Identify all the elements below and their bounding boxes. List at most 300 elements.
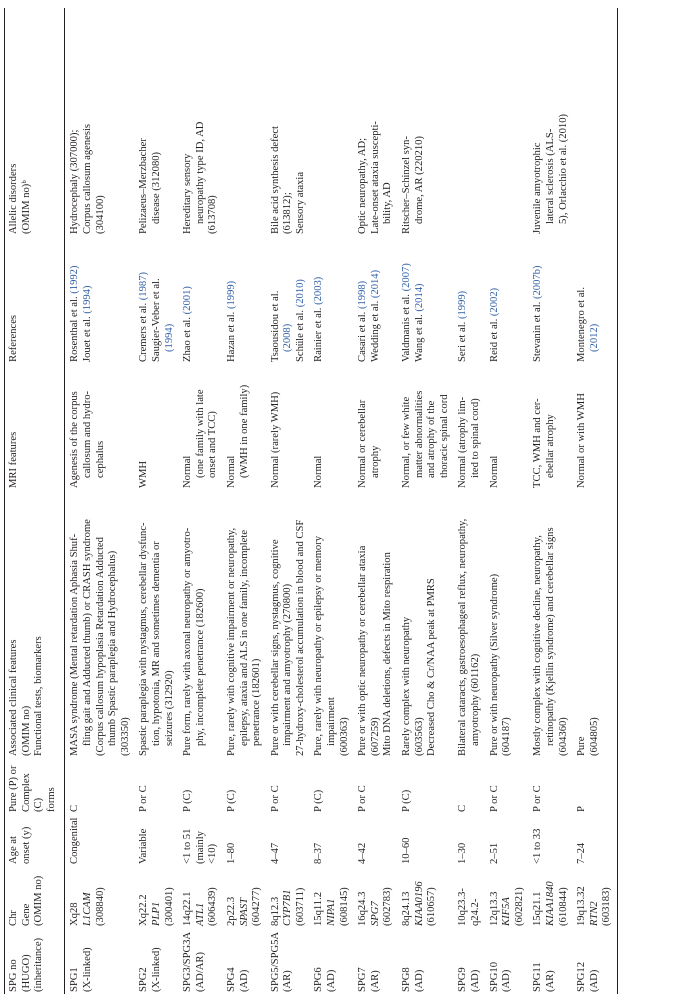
clinical-line: (303350) — [119, 717, 131, 756]
refs-cell — [573, 236, 617, 364]
header-line: Functional tests, biomarkers — [33, 636, 45, 756]
reference-year-link: (2007b) — [532, 265, 544, 300]
mri-cell — [65, 364, 135, 490]
reference-authors: Casari et al. — [357, 309, 369, 362]
clinical-line: (604805) — [588, 717, 600, 756]
onset-cell — [135, 814, 179, 866]
reference-authors: Montenegro et al. — [576, 286, 588, 362]
mri-line: ebellar atrophy — [544, 414, 556, 478]
reference-authors: Wedding et al. — [369, 298, 381, 362]
onset-cell — [223, 814, 267, 866]
clinical-line: Pure, rarely with neuropathy or epilepsy or memory — [313, 535, 325, 756]
form-cell: P (C) — [313, 789, 325, 812]
reference-year-link: (1994) — [81, 285, 93, 314]
refs-cell — [267, 236, 311, 364]
reference-year-link: (2003) — [313, 276, 325, 305]
spg-cell — [310, 928, 354, 994]
reference-authors: Cremers et al. — [138, 300, 150, 362]
chr-locus: 15q21.1 — [532, 891, 544, 926]
chr-locus: 12q13.3 — [488, 891, 500, 926]
allelic-line: Juvenile amyotrophic — [532, 142, 544, 234]
col-mri-header — [5, 364, 65, 490]
form-cell: C — [69, 804, 81, 812]
header-line: (OMIM no) — [20, 705, 32, 756]
clinical-line: penetrance (182601) — [251, 658, 263, 746]
omim-number: (608145) — [338, 887, 350, 926]
onset-cell — [398, 814, 454, 866]
gene-cell — [354, 866, 398, 928]
gene-cell — [223, 866, 267, 928]
refs-cell — [223, 236, 267, 364]
refs-cell — [454, 236, 485, 364]
spg-cell — [354, 928, 398, 994]
reference — [282, 239, 295, 362]
reference-authors: Valdmanis et al. — [401, 291, 413, 362]
col-onset-header — [5, 814, 65, 866]
gene-symbol: ATL1 — [194, 902, 206, 926]
mri-line: Agenesis of the corpus — [69, 391, 81, 488]
gene-cell — [135, 866, 179, 928]
clinical-cell — [354, 490, 398, 758]
allelic-line: Ritscher–Schinzel syn- — [401, 136, 413, 234]
col-gene-header — [5, 866, 65, 928]
header-line: References — [8, 314, 19, 362]
clinical-line: impairment — [326, 697, 338, 746]
header-line: forms — [45, 787, 57, 812]
allelic-line: lateral sclerosis (ALS- — [544, 128, 556, 224]
allelic-line: neuropathy type ID, AD — [194, 121, 206, 224]
mri-line: Normal — [182, 455, 194, 488]
mri-line: Normal or with WMH — [576, 393, 588, 488]
mri-line: Normal — [225, 455, 237, 488]
onset-cell — [354, 814, 398, 866]
spg-line: (AR) — [282, 970, 294, 992]
table-row — [354, 8, 398, 994]
spg-cell — [398, 928, 454, 994]
gene-symbol: KIAA1840 — [544, 881, 556, 926]
mri-line: cephalus — [94, 440, 106, 478]
clinical-line: Bilateral cataracts, gastroesophageal reflux, neuropathy, — [457, 518, 469, 756]
spg-line: (AR) — [544, 970, 556, 992]
table-row — [179, 8, 223, 994]
onset-line: (mainly <10) — [194, 831, 219, 864]
onset-cell — [65, 814, 135, 866]
onset-cell — [454, 814, 485, 866]
allelic-line: Bile acid synthesis defect — [269, 126, 281, 234]
clinical-line: Pure, rarely with cognitive impairment or neuropathy, — [225, 527, 237, 756]
mri-cell — [135, 364, 179, 490]
allelic-cell — [486, 8, 530, 236]
mri-cell — [354, 364, 398, 490]
chr-locus: 2p22.3 — [225, 896, 237, 926]
allelic-line: Optic neuropathy, AD; — [357, 137, 369, 234]
spg-cell — [135, 928, 179, 994]
clinical-line: Rarely complex with neuropathy — [401, 616, 413, 756]
table-row — [573, 8, 617, 994]
gene-cell — [65, 866, 135, 928]
mri-line: Normal — [313, 455, 325, 488]
omim-number: (602821) — [513, 887, 525, 926]
reference-authors: Zhao et al. — [182, 314, 194, 362]
spg-cell — [267, 928, 311, 994]
onset-line: 2–51 — [488, 842, 500, 864]
table-row — [486, 8, 530, 994]
clinical-line: impairment and amyotrophy (270800) — [282, 583, 294, 746]
mri-line: and atrophy of the — [426, 400, 438, 478]
allelic-cell — [179, 8, 223, 236]
reference-authors: Jouet et al. — [81, 313, 93, 362]
onset-cell — [529, 814, 573, 866]
clinical-cell — [398, 490, 454, 758]
onset-line: 8–37 — [313, 842, 325, 864]
clinical-cell — [573, 490, 617, 758]
clinical-cell — [179, 490, 223, 758]
mri-line: Normal or cerebellar — [357, 399, 369, 488]
reference-year-link: (2007) — [401, 263, 413, 292]
reference-year-link: (2002) — [488, 287, 500, 317]
clinical-line: Mostly complex with cognitive decline, neuropathy, — [532, 535, 544, 756]
mri-line: atrophy — [369, 445, 381, 478]
spg-cell — [223, 928, 267, 994]
gene-symbol: KIAA0196 — [413, 881, 425, 926]
omim-number: q24.2- — [470, 898, 481, 926]
chr-locus: 8q24.13 — [401, 891, 413, 926]
gene-cell — [267, 866, 311, 928]
form-cell: P or C — [138, 785, 150, 812]
spg-line: SPG2 — [138, 967, 150, 992]
clinical-line: Pure — [576, 736, 588, 756]
spg-cell — [486, 928, 530, 994]
clinical-cell — [529, 490, 573, 758]
clinical-line: Mito DNA deletions, defects in Mito respiration — [382, 552, 394, 756]
mri-line: (one family with late — [194, 389, 206, 478]
clinical-cell — [454, 490, 485, 758]
form-cell: P (C) — [182, 789, 194, 812]
refs-cell — [179, 236, 223, 364]
reference-authors: Saugier-Veber et al. — [150, 278, 162, 362]
reference-year-link: (1994) — [163, 323, 175, 352]
reference-authors: Tsaousidou et al. — [269, 290, 281, 362]
chr-locus: 10q23.3- — [457, 888, 469, 926]
reference-authors: Wang et al. — [413, 311, 425, 362]
onset-line: 1–80 — [225, 842, 237, 864]
gene-symbol: KIF5A — [501, 897, 513, 926]
clinical-line: (604360) — [557, 717, 569, 756]
reference-authors: Rosenthal et al. — [69, 293, 81, 362]
col-form-header — [5, 758, 65, 814]
allelic-line: (613708) — [207, 195, 219, 234]
table-row — [65, 8, 135, 994]
reference-year-link: (1992) — [69, 265, 81, 294]
clinical-cell — [310, 490, 354, 758]
reference — [532, 239, 545, 362]
allelic-line: (304100) — [94, 195, 106, 234]
spg-line: SPG9 — [457, 967, 469, 992]
clinical-line: seizures (312920) — [163, 670, 175, 746]
header-line: Complex (C) — [20, 773, 45, 812]
refs-cell — [486, 236, 530, 364]
gene-cell — [179, 866, 223, 928]
onset-cell — [267, 814, 311, 866]
omim-number: (603711) — [294, 887, 306, 926]
clinical-line: tion, hypotonia, MR and sometimes dementia or — [150, 541, 162, 746]
reference — [270, 239, 283, 362]
clinical-cell — [486, 490, 530, 758]
form-cell: P (C) — [225, 789, 237, 812]
allelic-line: Late-onset ataxia suscepti- — [369, 121, 381, 234]
clinical-line: thumb Spastic paraplegia and Hydrocephalus) — [107, 550, 119, 746]
reference-year-link: (2010) — [294, 279, 306, 308]
form-cell: P — [573, 758, 617, 814]
form-cell: P or C — [357, 785, 369, 812]
reference — [313, 239, 326, 362]
refs-cell — [310, 236, 354, 364]
form-cell: P (C) — [401, 789, 413, 812]
reference — [576, 239, 589, 362]
spg-line: (AD) — [326, 969, 338, 992]
gene-cell — [529, 866, 573, 928]
mri-line: Normal (rarely WMH) — [269, 391, 281, 488]
spg-line: SPG7 — [357, 967, 369, 992]
mri-line: Normal — [488, 455, 500, 488]
spg-line: (AD) — [501, 969, 513, 992]
reference-authors: Rainier et al. — [313, 304, 325, 362]
col-spg-header — [5, 928, 65, 994]
omim-number: (308840) — [94, 887, 106, 926]
mri-line: Normal, or few white — [401, 396, 413, 488]
allelic-cell — [454, 8, 485, 236]
table-row — [398, 8, 454, 994]
allelic-cell — [310, 8, 354, 236]
chr-locus: 8q12.3 — [269, 896, 281, 926]
gene-cell — [573, 866, 617, 928]
mri-cell — [179, 364, 223, 490]
onset-line: 4–42 — [357, 842, 369, 864]
spg-line: SPG4 — [225, 967, 237, 992]
mri-cell — [486, 364, 530, 490]
spg-line: SPG12 — [576, 961, 588, 992]
onset-cell — [310, 814, 354, 866]
header-line: Allelic disorders — [8, 163, 19, 234]
reference — [69, 239, 82, 362]
clinical-line: Spastic paraplegia with nystagmus, cerebellar dysfunc- — [138, 522, 150, 756]
header-line: onset (y) — [20, 826, 32, 864]
allelic-cell — [573, 8, 617, 236]
allelic-cell — [65, 8, 135, 236]
mri-cell — [529, 364, 573, 490]
gene-symbol: RTN2 — [588, 901, 600, 926]
clinical-line: MASA syndrome (Mental retardation Aphasia Shuf- — [69, 533, 81, 756]
allelic-line: drome, AR (220210) — [413, 136, 425, 224]
clinical-line: (607259) — [369, 717, 381, 756]
spg-line: (X-linked) — [81, 947, 93, 992]
clinical-cell — [135, 490, 179, 758]
reference-authors: Reid et al. — [488, 316, 500, 362]
header-line: MRI features — [8, 431, 19, 488]
table-row — [267, 8, 311, 994]
reference — [182, 239, 195, 362]
gene-symbol: SPG7 — [369, 901, 381, 926]
reference-year-link: (1998) — [357, 280, 369, 310]
reference-year-link: (2014) — [413, 283, 425, 312]
chr-locus: 16q24.3 — [357, 891, 369, 926]
gene-symbol: NIPA1 — [326, 898, 338, 926]
onset-cell — [179, 814, 223, 866]
header-line: (HUGO) — [20, 954, 32, 992]
allelic-line: 5), Orlacchio et al. (2010) — [557, 113, 569, 224]
spg-line: (AD) — [470, 969, 481, 992]
table-row — [454, 8, 485, 994]
spg-line: SPG3/SPG3A — [182, 931, 194, 992]
table-body — [65, 8, 618, 994]
form-cell: C — [457, 804, 469, 812]
mri-line: (WMH in one family) — [238, 384, 250, 478]
reference-authors: Stevanin et al. — [532, 299, 544, 362]
reference — [164, 239, 177, 362]
header-line: Associated clinical features — [8, 639, 19, 756]
omim-number: (606439) — [207, 887, 219, 926]
spg-line: (AD) — [238, 969, 250, 992]
clinical-line: epilepsy, ataxia and ALS in one family, incomplete — [238, 529, 250, 746]
header-line: (OMIM no)ᵇ — [20, 180, 32, 234]
onset-line: 10–60 — [401, 837, 413, 864]
onset-cell — [573, 814, 617, 866]
mri-cell — [310, 364, 354, 490]
reference — [82, 239, 95, 362]
reference-year-link: (2008) — [282, 323, 294, 352]
chr-locus: 19q13.32 — [576, 886, 588, 926]
reference — [370, 239, 383, 362]
form-cell: P or C — [269, 785, 281, 812]
reference-year-link: (2001) — [182, 286, 194, 315]
mri-cell — [223, 364, 267, 490]
reference — [414, 239, 427, 362]
gene-symbol: CYP7B1 — [282, 889, 294, 926]
spg-line: (AD/AR) — [194, 951, 206, 992]
reference-year-link: (2012) — [588, 323, 600, 352]
gene-cell — [486, 866, 530, 928]
allelic-cell — [135, 8, 179, 236]
refs-cell — [398, 236, 454, 364]
reference-year-link: (1999) — [225, 280, 237, 310]
refs-cell — [529, 236, 573, 364]
onset-line: 4–47 — [269, 842, 281, 864]
spg-cell — [65, 928, 135, 994]
mri-line: thoracic spinal cord — [438, 394, 450, 478]
clinical-line: Pure form, rarely with axonal neuropathy or amyotro- — [182, 527, 194, 756]
reference — [401, 239, 414, 362]
clinical-line: 27-hydroxy-cholesterol accumulation in blood and CSF — [294, 519, 306, 756]
clinical-line: Decreased Cho & Cr/NAA peak at PMRS — [426, 578, 438, 756]
spg-cell — [454, 928, 485, 994]
spg-cell — [529, 928, 573, 994]
chr-locus: Xq22.2 — [138, 894, 150, 926]
header-row — [5, 8, 65, 994]
chr-locus: 15q11.2 — [313, 891, 325, 926]
header-line: (inheritance) — [33, 937, 45, 992]
allelic-line: Corpus callosum agenesis — [81, 123, 93, 234]
chr-locus: 14q22.1 — [182, 891, 194, 926]
omim-number: (602783) — [382, 887, 394, 926]
reference-year-link: (2014) — [369, 269, 381, 299]
clinical-line: (604187) — [501, 717, 513, 756]
reference — [457, 239, 470, 362]
omim-number: (603183) — [601, 887, 613, 926]
clinical-cell — [267, 490, 311, 758]
allelic-cell — [223, 8, 267, 236]
gene-symbol: L1CAM — [81, 892, 93, 926]
omim-number: (300401) — [163, 887, 175, 926]
allelic-line: Sensory ataxia — [294, 171, 306, 234]
reference — [138, 239, 151, 362]
mri-line: onset and TCC) — [207, 411, 219, 478]
mri-line: WMH — [138, 460, 150, 488]
table-row — [223, 8, 267, 994]
clinical-line: (Corpus callosum hypoplasia Retardation Adducted — [94, 537, 106, 756]
mri-line: matter abnormalities — [413, 390, 425, 478]
clinical-line: Pure or with optic neuropathy or cerebellar ataxia — [357, 545, 369, 756]
table-row — [135, 8, 179, 994]
clinical-line: Pure or with neuropathy (Silver syndrome) — [488, 573, 500, 756]
spg-line: SPG6 — [313, 967, 325, 992]
gene-cell — [398, 866, 454, 928]
allelic-line: Hydrocephaly (307000); — [69, 129, 81, 234]
allelic-line: (613812); — [282, 192, 294, 234]
chr-locus: Xq28 — [69, 902, 81, 926]
allelic-cell — [354, 8, 398, 236]
spg-line: SPG8 — [401, 967, 413, 992]
allelic-cell — [267, 8, 311, 236]
clinical-line: Pure or with cerebellar signs, nystagmus, cognitive — [269, 539, 281, 756]
mri-line: TCC, WMH and cer- — [532, 398, 544, 488]
clinical-line: retinopathy (Kjellin syndrome) and cerebellar signs — [544, 527, 556, 746]
reference — [589, 239, 602, 362]
omim-number: (610844) — [557, 887, 569, 926]
mri-cell — [398, 364, 454, 490]
allelic-line: bility, AD — [382, 182, 394, 224]
reference-authors: Schüle et al. — [294, 307, 306, 362]
allelic-line: disease (312080) — [150, 151, 162, 224]
omim-number: (610657) — [426, 887, 438, 926]
form-cell: P or C — [532, 785, 544, 812]
clinical-line: (603563) — [413, 717, 425, 756]
spg-line: SPG10 — [488, 961, 500, 992]
col-clinical-header — [5, 490, 65, 758]
allelic-line: Pelizaeus–Merzbacher — [138, 138, 150, 234]
spg-table — [4, 8, 618, 994]
omim-number: (604277) — [251, 887, 263, 926]
reference — [357, 239, 370, 362]
mri-line: callosum and hydro- — [81, 390, 93, 478]
header-line: (OMIM no) — [33, 875, 45, 926]
mri-line: ited to spinal cord) — [470, 398, 481, 478]
header-line: SPG no — [8, 959, 19, 992]
allelic-line: Hereditary sensory — [182, 153, 194, 234]
gene-symbol: SPAST — [238, 897, 250, 926]
header-line: Pure (P) or — [8, 765, 19, 812]
form-cell: P or C — [488, 785, 500, 812]
reference-authors: Seri et al. — [457, 319, 469, 362]
allelic-cell — [398, 8, 454, 236]
table-row — [529, 8, 573, 994]
spg-line: (AD) — [588, 969, 600, 992]
reference — [226, 239, 239, 362]
refs-cell — [65, 236, 135, 364]
spg-line: (AR) — [369, 970, 381, 992]
gene-cell — [310, 866, 354, 928]
reference-year-link: (1999) — [457, 290, 469, 320]
gene-cell — [454, 866, 485, 928]
